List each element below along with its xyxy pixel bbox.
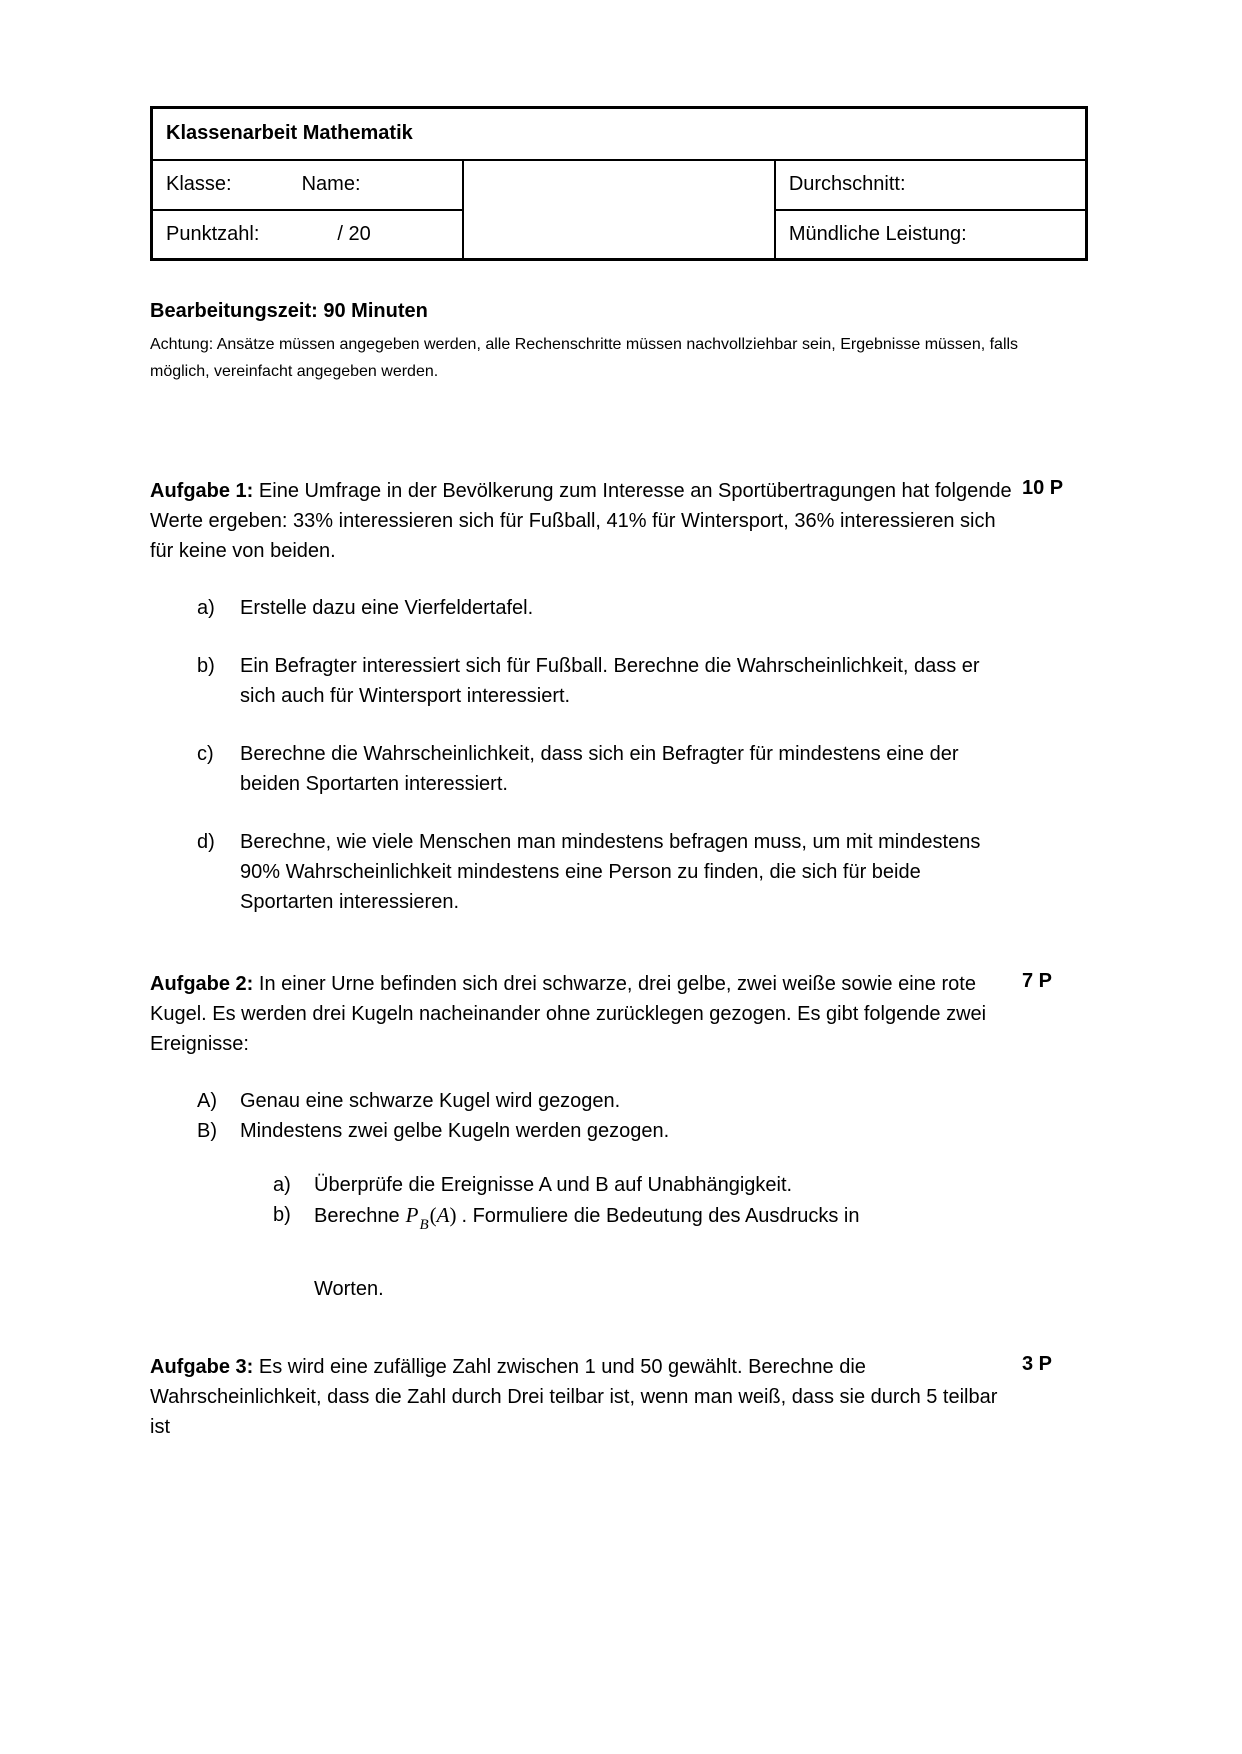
task-1-item-d (150, 827, 1012, 917)
task-2-event-a-text: Genau eine schwarze Kugel wird gezogen. (240, 1090, 621, 1112)
task-1-item-c-marker: c) (197, 743, 214, 765)
header-title-row (152, 108, 1087, 160)
task-2-subitem-a-text: Überprüfe die Ereignisse A und B auf Unabhängigkeit. (314, 1174, 793, 1196)
task-1-item-d-text: Berechne, wie viele Menschen man mindestens befragen muss, um mit mindestens 90% Wahrscheinlichkeit mindestens eine Person zu finden, die sich für beide Sportarten interessieren. (240, 831, 981, 913)
task-1-item-a-marker: a) (197, 597, 215, 619)
task-1-item-b (150, 651, 1012, 711)
punktzahl-cell (152, 210, 464, 260)
task-1 (150, 476, 1090, 917)
formula-argument: A (436, 1203, 450, 1227)
document-title: Klassenarbeit Mathematik (152, 108, 1087, 160)
task-1-item-b-text: Ein Befragter interessiert sich für Fußball. Berechne die Wahrscheinlichkeit, dass er sich auch für Wintersport interessiert. (240, 655, 980, 707)
task-2-points: 7 P (1022, 970, 1053, 992)
klasse-name-cell (152, 160, 464, 210)
task-2-subitem-b-continuation: Worten. (314, 1278, 384, 1300)
task-2-intro (150, 969, 1012, 1059)
task-1-points: 10 P (1022, 477, 1064, 499)
muendliche-leistung-label: Mündliche Leistung: (788, 222, 967, 245)
task-1-intro (150, 476, 1012, 566)
task-2 (150, 969, 1090, 1304)
muendliche-leistung-cell (775, 210, 1087, 260)
task-2-subitem-a-marker: a) (273, 1174, 291, 1196)
achtung-note: Achtung: Ansätze müssen angegeben werden, alle Rechenschritte müssen nachvollziehbar sein, Ergebnisse müssen, falls möglich, vereinfacht angegeben werden. (150, 336, 1019, 380)
task-2-event-b (150, 1116, 1012, 1146)
task-2-event-a (150, 1086, 1012, 1116)
punktzahl-value: / 20 (337, 222, 371, 245)
task-1-intro-text: Eine Umfrage in der Bevölkerung zum Interesse an Sportübertragungen hat folgende Werte ergeben: 33% interessieren sich für Fußball, 41% für Wintersport, 36% interessieren sich für keine von beiden. (150, 480, 1012, 562)
task-2-subitem-b-text (314, 1200, 1012, 1304)
task-2-subitem-b-marker: b) (273, 1204, 291, 1226)
formula-symbol: P (405, 1203, 419, 1227)
task-1-label: Aufgabe 1: (150, 480, 254, 502)
task-3-intro (150, 1352, 1012, 1442)
conditional-probability-formula (405, 1203, 457, 1233)
grade-empty-cell (463, 160, 775, 260)
task-1-item-c (150, 739, 1012, 799)
task-2-event-a-marker: A) (197, 1090, 217, 1112)
header-table (150, 106, 1088, 261)
task-1-item-a (150, 593, 1012, 623)
task-2-subitem-b-before: Berechne (314, 1205, 400, 1227)
task-1-item-a-text: Erstelle dazu eine Vierfeldertafel. (240, 597, 534, 619)
durchschnitt-label: Durchschnitt: (788, 173, 906, 195)
tasks-section (150, 476, 1090, 1442)
task-2-event-b-text: Mindestens zwei gelbe Kugeln werden gezogen. (240, 1120, 670, 1142)
task-2-subitem-b-after: . Formuliere die Bedeutung des Ausdrucks in (461, 1205, 860, 1227)
punktzahl-label: Punktzahl: (166, 222, 260, 245)
formula-close-paren: ) (449, 1203, 457, 1227)
task-2-subitem-a (150, 1170, 1012, 1200)
task-2-subitem-b (150, 1200, 1012, 1304)
header-row-1 (152, 160, 1087, 210)
task-3-intro-text: Es wird eine zufällige Zahl zwischen 1 und 50 gewählt. Berechne die Wahrscheinlichkeit, dass die Zahl durch Drei teilbar ist, wenn man weiß, dass sie durch 5 teilbar ist (150, 1356, 998, 1438)
task-1-item-b-marker: b) (197, 655, 215, 677)
task-2-event-b-marker: B) (197, 1120, 217, 1142)
name-label: Name: (301, 173, 361, 195)
task-2-label: Aufgabe 2: (150, 973, 254, 995)
bearbeitungszeit-heading: Bearbeitungszeit: 90 Minuten (150, 300, 428, 322)
task-3 (150, 1352, 1090, 1442)
formula-open-paren: ( (429, 1203, 437, 1227)
task-2-intro-text: In einer Urne befinden sich drei schwarze, drei gelbe, zwei weiße sowie eine rote Kugel. Es werden drei Kugeln nacheinander ohne zurücklegen gezogen. Es gibt folgende zwei Ereignisse: (150, 973, 987, 1055)
durchschnitt-cell (775, 160, 1087, 210)
klasse-label: Klasse: (166, 173, 232, 195)
formula-subscript: B (419, 1217, 429, 1233)
task-1-item-d-marker: d) (197, 831, 215, 853)
task-3-points: 3 P (1022, 1353, 1053, 1375)
task-1-item-c-text: Berechne die Wahrscheinlichkeit, dass sich ein Befragter für mindestens eine der beiden Sportarten interessiert. (240, 743, 959, 795)
task-3-label: Aufgabe 3: (150, 1356, 254, 1378)
